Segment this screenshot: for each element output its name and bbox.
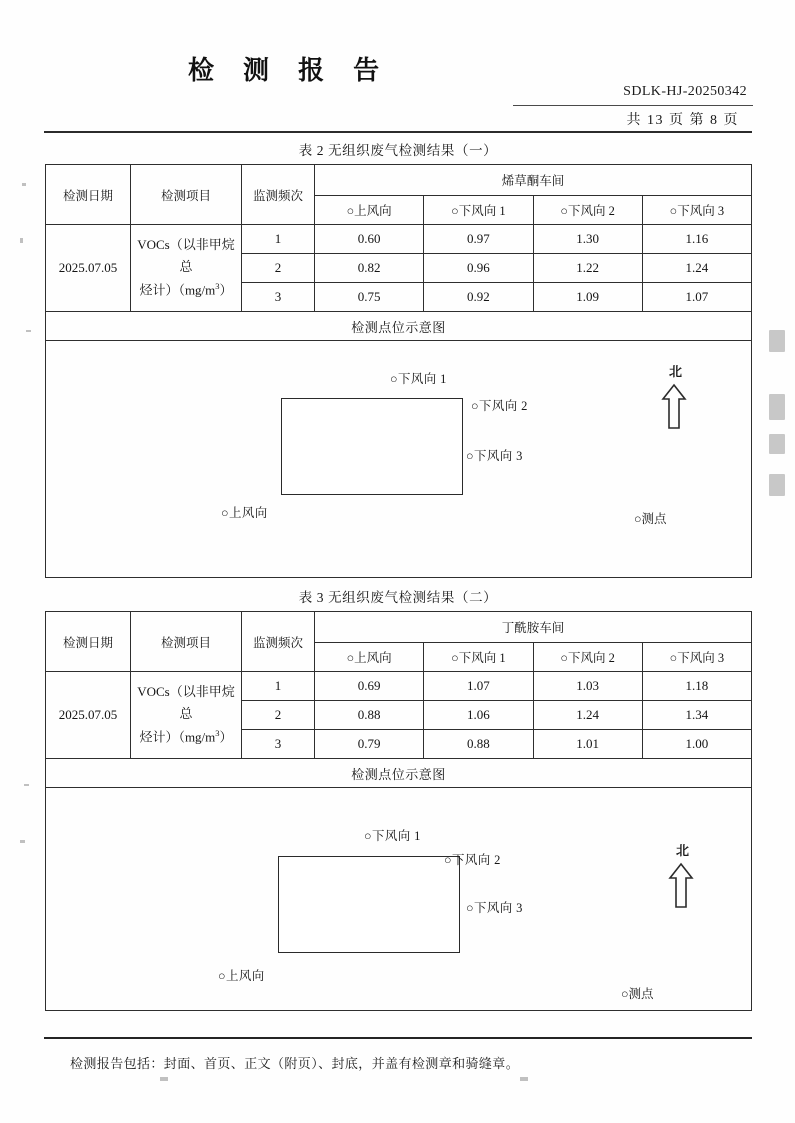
page-title: 检 测 报 告: [188, 56, 390, 86]
cell-frequency: 2: [242, 254, 315, 283]
table-row: [46, 225, 752, 254]
cell-item-line1: VOCs（以非甲烷总: [137, 683, 235, 722]
site-layout-diagram: [46, 788, 751, 1010]
cell-value: 1.24: [533, 701, 642, 730]
scan-speck: [20, 238, 23, 243]
page-counter: 共 13 页 第 8 页: [626, 113, 739, 128]
table-row: [46, 672, 752, 701]
diagram-point-upwind: ○上风向: [218, 969, 265, 983]
north-label: 北: [669, 364, 683, 379]
cell-item-line1: VOCs（以非甲烷总: [137, 236, 235, 275]
col-header-date: 检测日期: [46, 165, 131, 225]
diagram-row: [46, 788, 752, 1011]
cell-item-line2: 烃计）（mg/m: [139, 729, 216, 745]
header-divider: [44, 131, 752, 133]
col-header-point-downwind-1: ○下风向 1: [424, 643, 533, 672]
table-header-row-top: [46, 612, 752, 643]
scan-speck: [24, 784, 29, 786]
cell-value: 0.75: [315, 283, 424, 312]
diagram-title: 检测点位示意图: [46, 312, 752, 341]
col-header-point-upwind: ○上风向: [315, 196, 424, 225]
cell-item-line2-tail: ）: [219, 282, 233, 298]
cell-value: 0.69: [315, 672, 424, 701]
cell-value: 0.92: [424, 283, 533, 312]
col-header-frequency: 监测频次: [242, 165, 315, 225]
cell-value: 1.22: [533, 254, 642, 283]
col-header-point-upwind: ○上风向: [315, 643, 424, 672]
cell-value: 1.24: [642, 254, 751, 283]
cell-value: 1.06: [424, 701, 533, 730]
scan-speck: [520, 1077, 528, 1081]
col-header-frequency: 监测频次: [242, 612, 315, 672]
cell-frequency: 3: [242, 730, 315, 759]
cell-value: 0.97: [424, 225, 533, 254]
footer-note: 检测报告包括：封面、首页、正文（附页）、封底，并盖有检测章和骑缝章。: [70, 1056, 520, 1071]
cell-value: 1.01: [533, 730, 642, 759]
col-header-point-downwind-1: ○下风向 1: [424, 196, 533, 225]
cell-value: 1.07: [424, 672, 533, 701]
diagram-point-downwind-2: ○下风向 2: [444, 853, 501, 867]
cell-item: [131, 225, 242, 312]
diagram-point-downwind-1: ○下风向 1: [364, 829, 421, 843]
report-number-underline: [513, 105, 753, 106]
diagram-point-downwind-2: ○下风向 2: [471, 399, 528, 413]
table-header-row-top: [46, 165, 752, 196]
cell-date: 2025.07.05: [46, 225, 131, 312]
diagram-point-upwind: ○上风向: [221, 506, 268, 520]
col-header-item: 检测项目: [131, 612, 242, 672]
table-3-caption: 表 3 无组织废气检测结果（二）: [298, 590, 498, 605]
col-header-date: 检测日期: [46, 612, 131, 672]
scan-speck: [20, 840, 25, 843]
cell-value: 1.03: [533, 672, 642, 701]
diagram-row: [46, 341, 752, 578]
workshop-building-outline: [278, 856, 460, 953]
cell-item: [131, 672, 242, 759]
diagram-point-downwind-3: ○下风向 3: [466, 449, 523, 463]
col-header-group: 丁酰胺车间: [315, 612, 752, 643]
cell-value: 0.88: [315, 701, 424, 730]
diagram-point-downwind-3: ○下风向 3: [466, 901, 523, 915]
workshop-building-outline: [281, 398, 463, 495]
diagram-title-row: [46, 759, 752, 788]
cell-value: 1.34: [642, 701, 751, 730]
straddle-seal-mark: [767, 322, 789, 502]
report-number: SDLK-HJ-20250342: [623, 84, 747, 99]
col-header-point-downwind-3: ○下风向 3: [642, 196, 751, 225]
cell-value: 0.60: [315, 225, 424, 254]
footer-divider: [44, 1037, 752, 1039]
cell-item-line2-tail: ）: [219, 729, 233, 745]
scan-speck: [26, 330, 31, 332]
cell-frequency: 3: [242, 283, 315, 312]
cell-frequency: 1: [242, 672, 315, 701]
diagram-legend-point: ○测点: [634, 512, 667, 526]
cell-value: 0.82: [315, 254, 424, 283]
diagram-cell: [46, 788, 752, 1011]
diagram-title: 检测点位示意图: [46, 759, 752, 788]
col-header-group: 烯草酮车间: [315, 165, 752, 196]
diagram-legend-point: ○测点: [621, 987, 654, 1001]
scan-speck: [22, 183, 26, 186]
cell-value: 1.30: [533, 225, 642, 254]
table-2: [45, 164, 752, 578]
cell-value: 1.16: [642, 225, 751, 254]
col-header-point-downwind-2: ○下风向 2: [533, 196, 642, 225]
col-header-item: 检测项目: [131, 165, 242, 225]
north-arrow-icon: [661, 383, 687, 435]
table-2-caption: 表 2 无组织废气检测结果（一）: [298, 143, 498, 158]
cell-value: 0.96: [424, 254, 533, 283]
cell-frequency: 1: [242, 225, 315, 254]
diagram-cell: [46, 341, 752, 578]
diagram-title-row: [46, 312, 752, 341]
scan-speck: [160, 1077, 168, 1081]
cell-value: 1.07: [642, 283, 751, 312]
cell-date: 2025.07.05: [46, 672, 131, 759]
cell-value: 1.09: [533, 283, 642, 312]
site-layout-diagram: [46, 341, 751, 577]
cell-value: 0.88: [424, 730, 533, 759]
cell-item-superscript: 3: [215, 281, 220, 292]
cell-item-line2: 烃计）（mg/m: [139, 282, 216, 298]
col-header-point-downwind-2: ○下风向 2: [533, 643, 642, 672]
col-header-point-downwind-3: ○下风向 3: [642, 643, 751, 672]
north-label: 北: [676, 843, 690, 858]
north-arrow-icon: [668, 862, 694, 914]
cell-item-superscript: 3: [215, 728, 220, 739]
cell-frequency: 2: [242, 701, 315, 730]
table-3: [45, 611, 752, 1011]
cell-value: 0.79: [315, 730, 424, 759]
diagram-point-downwind-1: ○下风向 1: [390, 372, 447, 386]
cell-value: 1.00: [642, 730, 751, 759]
cell-value: 1.18: [642, 672, 751, 701]
